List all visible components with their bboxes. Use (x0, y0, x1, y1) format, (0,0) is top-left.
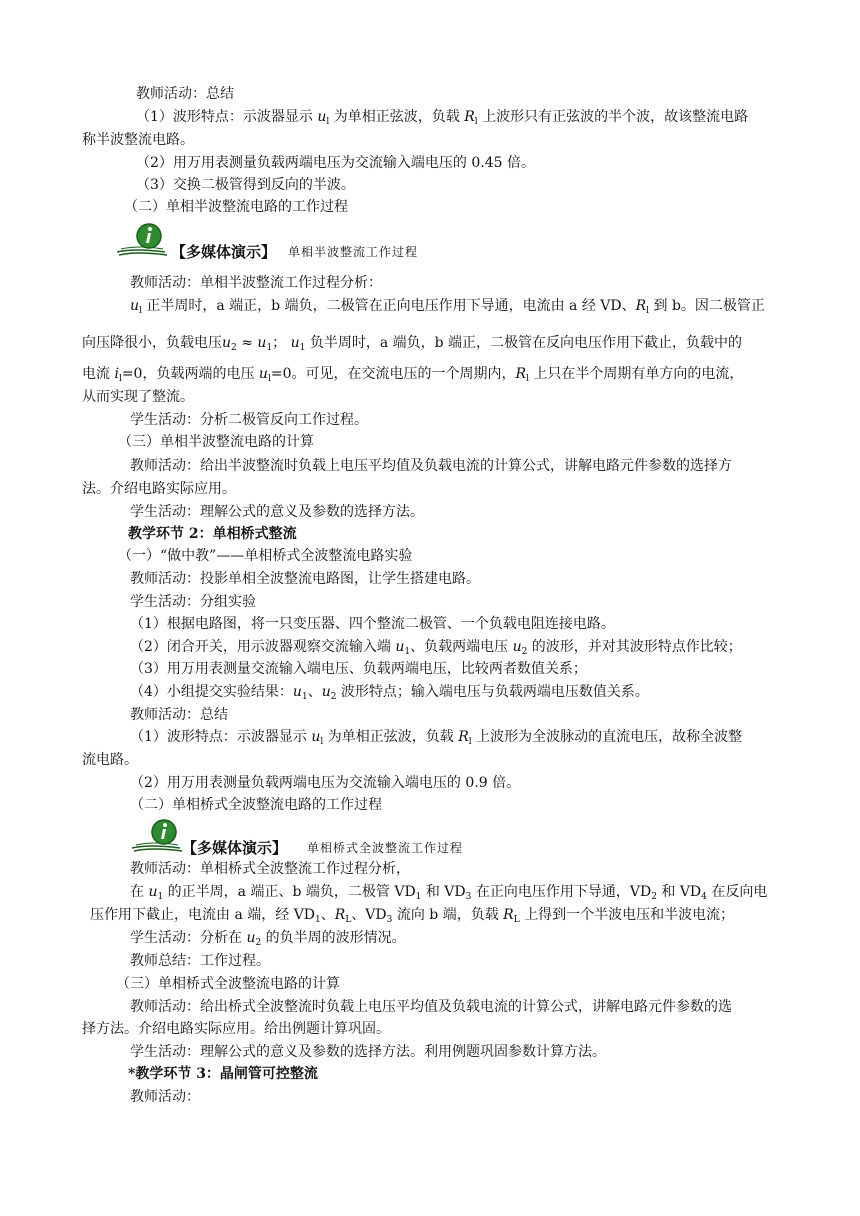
text-line: 学生活动：分析二极管反向工作过程。 (130, 412, 368, 428)
text-line: （2）用万用表测量负载两端电压为交流输入端电压的 0.45 倍。 (136, 155, 535, 171)
section-heading: （一）“做中教”——单相桥式全波整流电路实验 (118, 548, 413, 564)
text-line: 流电路。 (82, 752, 138, 768)
text-line: 学生活动：分析在 $u_2$ 的负半周的波形情况。 (130, 930, 406, 948)
text-line: 教师活动：单相桥式全波整流工作过程分析， (130, 861, 410, 877)
section-heading: （二）单相半波整流电路的工作过程 (124, 199, 348, 215)
section-heading: （二）单相桥式全波整流电路的工作过程 (130, 797, 382, 813)
section-heading: 教学环节 2：单相桥式整流 (128, 526, 297, 542)
text-line: 称半波整流电路。 (82, 132, 194, 148)
text-line: （2）闭合开关，用示波器观察交流输入端 $u_1$、负载两端电压 $u_2$ 的波形，并对其波形特点作比较； (130, 639, 742, 657)
text-line: 从而实现了整流。 (82, 389, 194, 405)
text-line: 学生活动：理解公式的意义及参数的选择方法。 (130, 504, 424, 520)
text-line: 教师活动： (130, 1089, 200, 1105)
multimedia-title: 【多媒体演示】 (182, 839, 288, 857)
multimedia-subtitle: 单相半波整流工作过程 (288, 245, 419, 259)
text-line: （1）波形特点：示波器显示 $u_l$ 为单相正弦波，负载 $R_l$ 上波形只有正弦波的半个波，故该整流电路 (136, 109, 749, 127)
info-icon (115, 222, 173, 258)
text-line: （2）用万用表测量负载两端电压为交流输入端电压的 0.9 倍。 (130, 775, 521, 791)
info-icon (130, 818, 188, 854)
section-heading: （三）单相桥式全波整流电路的计算 (116, 976, 340, 992)
text-line: 择方法。介绍电路实际应用。给出例题计算巩固。 (82, 1021, 390, 1037)
text-line: 教师活动：给出桥式全波整流时负载上电压平均值及负载电流的计算公式，讲解电路元件参数的选 (130, 999, 732, 1015)
text-line: 在 $u_1$ 的正半周，a 端正、b 端负，二极管 $VD_1$ 和 $VD_3$ 在正向电压作用下导通，$VD_2$ 和 $VD_4$ 在反向电 (130, 884, 768, 902)
text-line: 教师活动：总结 (136, 86, 234, 102)
text-line: （1）波形特点：示波器显示 $u_l$ 为单相正弦波，负载 $R_l$ 上波形为全波脉动的直流电压，故称全波整 (130, 729, 743, 747)
text-line: 法。介绍电路实际应用。 (82, 481, 236, 497)
text-line: $u_l$ 正半周时，a 端正，b 端负，二极管在正向电压作用下导通，电流由 a 经 VD、$R_l$ 到 b。因二极管正 (130, 298, 765, 316)
text-line: 教师总结：工作过程。 (130, 953, 270, 969)
text-line: 向压降很小，负载电压$u_2 \approx u_1$； $u_1$ 负半周时，a 端负，b 端正，二极管在反向电压作用下截止，负载中的 (82, 335, 743, 353)
text-line: （3）用万用表测量交流输入端电压、负载两端电压，比较两者数值关系； (130, 661, 587, 677)
text-line: 压作用下截止，电流由 a 端，经 $VD_1$、$R_L$、$VD_3$ 流向 b 端，负载 $R_L$ 上得到一个半波电压和半波电流； (90, 907, 735, 925)
text-line: 教师活动：投影单相全波整流电路图，让学生搭建电路。 (130, 571, 480, 587)
text-line: 电流 $i_l=0$，负载两端的电压 $u_l=0$。可见，在交流电压的一个周期内，$R_l$ 上只在半个周期有单方向的电流， (82, 366, 744, 384)
section-heading: *教学环节 3：晶闸管可控整流 (128, 1066, 318, 1082)
text-line: 学生活动：分组实验 (130, 594, 256, 610)
text-line: 教师活动：单相半波整流工作过程分析： (130, 275, 382, 291)
multimedia-subtitle: 单相桥式全波整流工作过程 (307, 841, 464, 855)
text-line: 学生活动：理解公式的意义及参数的选择方法。利用例题巩固参数计算方法。 (130, 1044, 606, 1060)
section-heading: （三）单相半波整流电路的计算 (118, 434, 314, 450)
text-line: 教师活动：总结 (130, 707, 228, 723)
text-line: （3）交换二极管得到反向的半波。 (136, 177, 355, 193)
text-line: （4）小组提交实验结果：$u_1$、$u_2$ 波形特点；输入端电压与负载两端电压数值关系。 (130, 684, 649, 702)
multimedia-title: 【多媒体演示】 (171, 243, 277, 261)
text-line: （1）根据电路图，将一只变压器、四个整流二极管、一个负载电阻连接电路。 (130, 616, 615, 632)
multimedia-banner (115, 222, 455, 262)
text-line: 教师活动：给出半波整流时负载上电压平均值及负载电流的计算公式，讲解电路元件参数的选择方 (130, 458, 732, 474)
multimedia-banner (130, 818, 510, 858)
